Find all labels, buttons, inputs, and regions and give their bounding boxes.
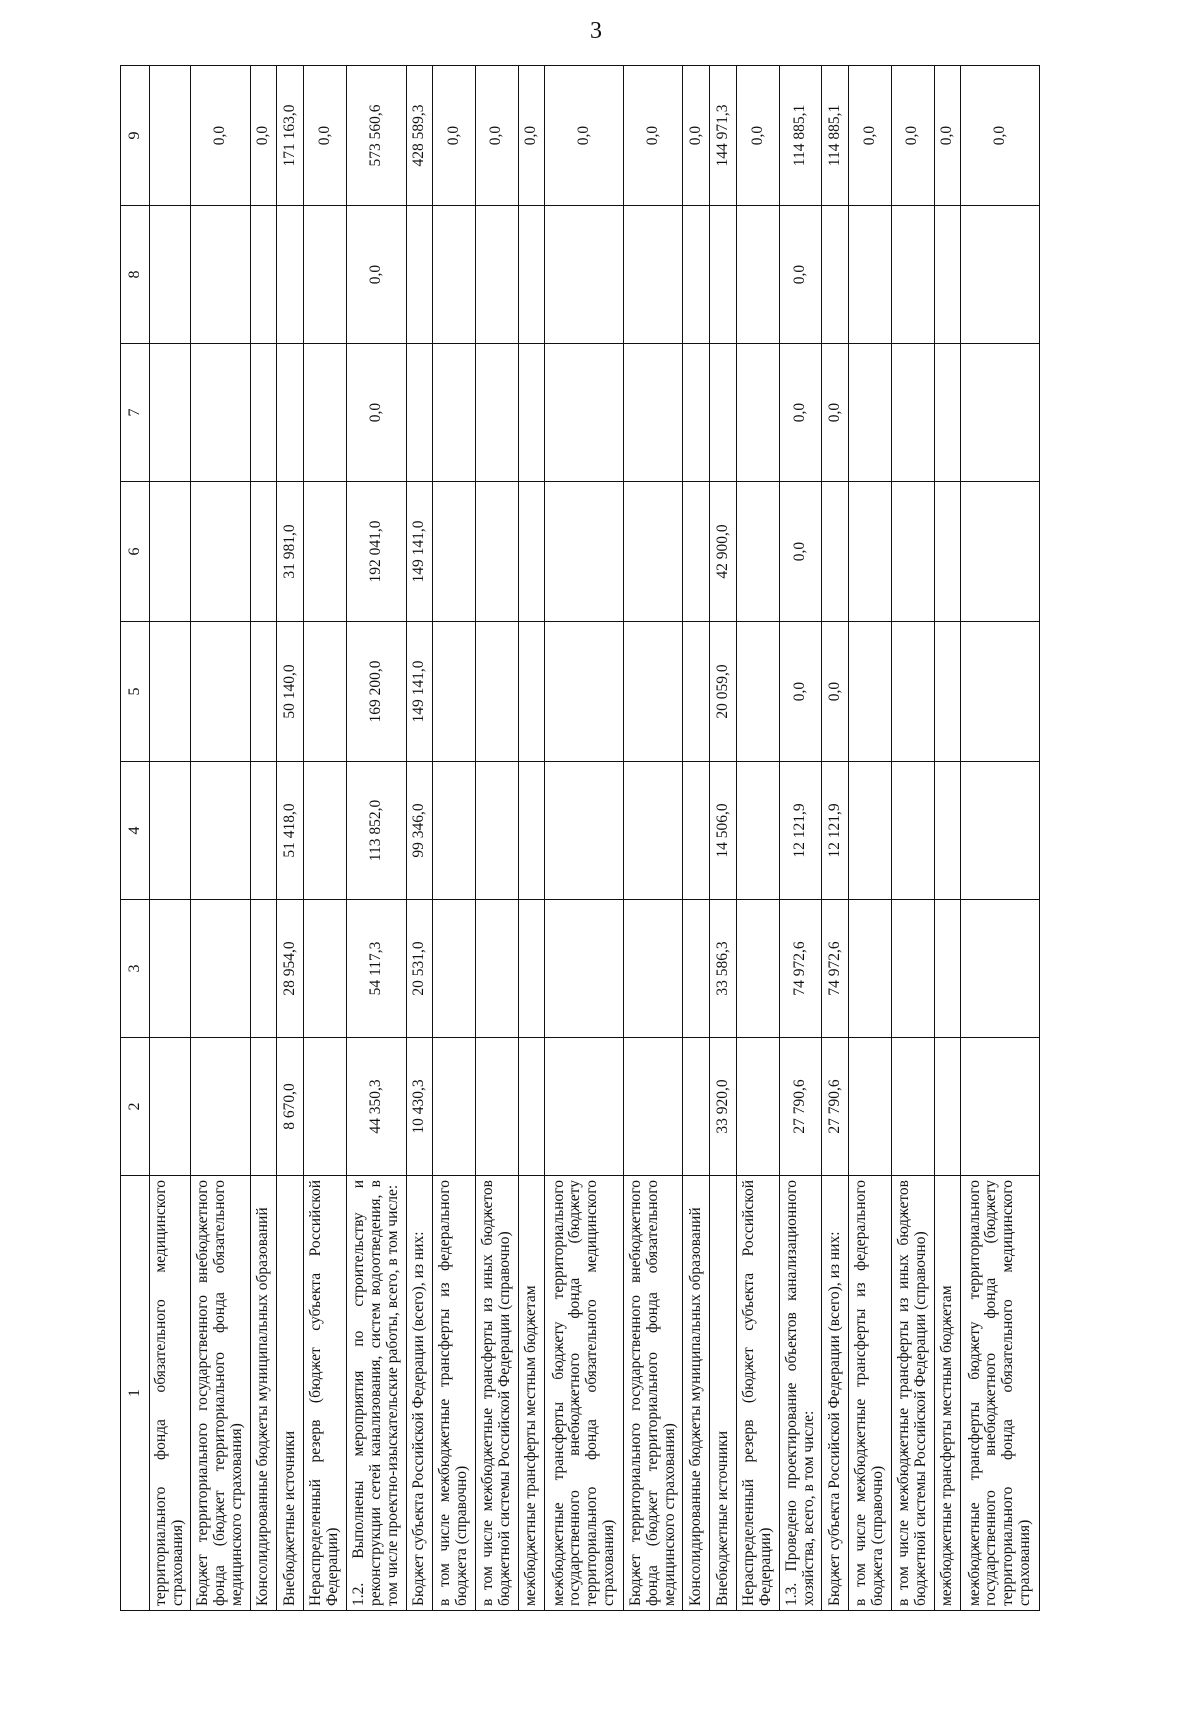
cell-col-2: 44 350,3 (346, 1038, 406, 1176)
cell-col-4 (250, 762, 277, 900)
cell-col-5: 149 141,0 (406, 622, 433, 762)
column-header-4: 4 (121, 762, 150, 900)
row-label: Консолидированные бюджеты муниципальных образований (683, 1176, 710, 1611)
cell-col-9: 0,0 (304, 66, 347, 206)
cell-col-7: 0,0 (822, 344, 849, 482)
cell-col-2 (150, 1038, 191, 1176)
cell-col-2 (891, 1038, 934, 1176)
cell-col-6: 149 141,0 (406, 482, 433, 622)
cell-col-5 (545, 622, 623, 762)
cell-col-6 (190, 482, 250, 622)
cell-col-4 (891, 762, 934, 900)
cell-col-2 (737, 1038, 780, 1176)
cell-col-3 (849, 900, 892, 1038)
table-row (623, 66, 683, 1611)
cell-col-5 (891, 622, 934, 762)
cell-col-7 (849, 344, 892, 482)
cell-col-9: 114 885,1 (779, 66, 822, 206)
cell-col-4 (475, 762, 518, 900)
cell-col-8 (710, 206, 737, 344)
cell-col-3 (961, 900, 1040, 1038)
row-label: Нераспределенный резерв (бюджет субъекта Российской Федерации) (304, 1176, 347, 1611)
column-header-3: 3 (121, 900, 150, 1038)
cell-col-4: 12 121,9 (779, 762, 822, 900)
cell-col-8 (250, 206, 277, 344)
cell-col-4 (934, 762, 961, 900)
cell-col-7 (250, 344, 277, 482)
cell-col-5 (961, 622, 1040, 762)
cell-col-8 (891, 206, 934, 344)
row-label: 1.2. Выполнены мероприятия по строительству и реконструкции сетей канализования, систем водоотведения, в том числе проектно-изыскательские работы, всего, в том числе: (346, 1176, 406, 1611)
cell-col-3 (475, 900, 518, 1038)
cell-col-9: 0,0 (518, 66, 545, 206)
cell-col-8: 0,0 (346, 206, 406, 344)
table-row (250, 66, 277, 1611)
cell-col-8 (277, 206, 304, 344)
row-label: 1.3. Проведено проектирование объектов канализационного хозяйства, всего, в том числе: (779, 1176, 822, 1611)
row-label: Консолидированные бюджеты муниципальных образований (250, 1176, 277, 1611)
cell-col-7 (304, 344, 347, 482)
row-label: Бюджет территориального государственного внебюджетного фонда (бюджет территориального фонда обязательного медицинского страхования) (623, 1176, 683, 1611)
cell-col-2 (433, 1038, 476, 1176)
cell-col-6 (822, 482, 849, 622)
cell-col-7 (934, 344, 961, 482)
cell-col-2 (475, 1038, 518, 1176)
table-row (545, 66, 623, 1611)
cell-col-6 (623, 482, 683, 622)
cell-col-7: 0,0 (779, 344, 822, 482)
cell-col-4 (545, 762, 623, 900)
table-row (346, 66, 406, 1611)
header-row (121, 66, 150, 1611)
cell-col-4 (623, 762, 683, 900)
cell-col-9: 114 885,1 (822, 66, 849, 206)
cell-col-9: 0,0 (683, 66, 710, 206)
cell-col-2: 8 670,0 (277, 1038, 304, 1176)
cell-col-8 (518, 206, 545, 344)
cell-col-3 (150, 900, 191, 1038)
cell-col-8 (475, 206, 518, 344)
cell-col-7 (518, 344, 545, 482)
cell-col-6 (250, 482, 277, 622)
cell-col-8 (433, 206, 476, 344)
cell-col-8 (304, 206, 347, 344)
cell-col-3 (190, 900, 250, 1038)
table-row (190, 66, 250, 1611)
cell-col-7 (683, 344, 710, 482)
cell-col-2 (545, 1038, 623, 1176)
cell-col-4 (518, 762, 545, 900)
cell-col-7 (150, 344, 191, 482)
cell-col-6 (150, 482, 191, 622)
cell-col-2 (518, 1038, 545, 1176)
rotated-table-frame (120, 66, 1040, 1611)
cell-col-5 (683, 622, 710, 762)
cell-col-4 (433, 762, 476, 900)
cell-col-4 (304, 762, 347, 900)
cell-col-9: 428 589,3 (406, 66, 433, 206)
table-row (475, 66, 518, 1611)
page-number: 3 (590, 18, 602, 44)
cell-col-6: 31 981,0 (277, 482, 304, 622)
row-label: межбюджетные трансферты местным бюджетам (934, 1176, 961, 1611)
cell-col-7 (190, 344, 250, 482)
cell-col-3 (250, 900, 277, 1038)
cell-col-6 (518, 482, 545, 622)
cell-col-6 (545, 482, 623, 622)
cell-col-4: 14 506,0 (710, 762, 737, 900)
cell-col-8 (406, 206, 433, 344)
cell-col-8 (190, 206, 250, 344)
cell-col-5 (518, 622, 545, 762)
table-row (683, 66, 710, 1611)
table-row (433, 66, 476, 1611)
cell-col-6 (304, 482, 347, 622)
cell-col-7: 0,0 (346, 344, 406, 482)
cell-col-8 (150, 206, 191, 344)
column-header-8: 8 (121, 206, 150, 344)
budget-table (120, 65, 1040, 1611)
cell-col-3: 74 972,6 (779, 900, 822, 1038)
table-row (891, 66, 934, 1611)
cell-col-9: 0,0 (934, 66, 961, 206)
cell-col-2 (623, 1038, 683, 1176)
cell-col-3 (683, 900, 710, 1038)
row-label: межбюджетные трансферты местным бюджетам (518, 1176, 545, 1611)
cell-col-3: 54 117,3 (346, 900, 406, 1038)
cell-col-9: 0,0 (190, 66, 250, 206)
cell-col-3 (623, 900, 683, 1038)
cell-col-9: 0,0 (433, 66, 476, 206)
cell-col-2 (683, 1038, 710, 1176)
table-row (406, 66, 433, 1611)
cell-col-4: 51 418,0 (277, 762, 304, 900)
column-header-6: 6 (121, 482, 150, 622)
row-label: в том числе межбюджетные трансферты из федерального бюджета (справочно) (849, 1176, 892, 1611)
cell-col-8 (822, 206, 849, 344)
cell-col-9: 0,0 (849, 66, 892, 206)
cell-col-4 (150, 762, 191, 900)
cell-col-7 (737, 344, 780, 482)
table-body (150, 66, 1040, 1611)
cell-col-3 (433, 900, 476, 1038)
cell-col-8 (737, 206, 780, 344)
table-row (304, 66, 347, 1611)
cell-col-3: 20 531,0 (406, 900, 433, 1038)
cell-col-9: 171 163,0 (277, 66, 304, 206)
cell-col-4: 12 121,9 (822, 762, 849, 900)
cell-col-3 (304, 900, 347, 1038)
cell-col-4 (190, 762, 250, 900)
cell-col-9: 0,0 (891, 66, 934, 206)
cell-col-7 (961, 344, 1040, 482)
cell-col-2: 10 430,3 (406, 1038, 433, 1176)
row-label: в том числе межбюджетные трансферты из иных бюджетов бюджетной системы Российской Федерации (справочно) (891, 1176, 934, 1611)
table-row (779, 66, 822, 1611)
cell-col-2 (849, 1038, 892, 1176)
cell-col-5 (304, 622, 347, 762)
cell-col-5 (475, 622, 518, 762)
cell-col-9: 0,0 (737, 66, 780, 206)
table-row (518, 66, 545, 1611)
cell-col-8 (961, 206, 1040, 344)
cell-col-3 (545, 900, 623, 1038)
cell-col-6: 42 900,0 (710, 482, 737, 622)
cell-col-3 (518, 900, 545, 1038)
cell-col-2 (934, 1038, 961, 1176)
cell-col-5: 20 059,0 (710, 622, 737, 762)
cell-col-3 (934, 900, 961, 1038)
cell-col-4 (849, 762, 892, 900)
cell-col-8 (623, 206, 683, 344)
cell-col-7 (891, 344, 934, 482)
cell-col-5 (433, 622, 476, 762)
cell-col-9: 0,0 (250, 66, 277, 206)
cell-col-2: 27 790,6 (779, 1038, 822, 1176)
cell-col-4 (961, 762, 1040, 900)
row-label: межбюджетные трансферты бюджету территориального государственного внебюджетного фонда (бюджету территориального фонда обязательного медицинского страхования) (961, 1176, 1040, 1611)
cell-col-6 (737, 482, 780, 622)
cell-col-6 (891, 482, 934, 622)
cell-col-7 (277, 344, 304, 482)
cell-col-9 (150, 66, 191, 206)
row-label: территориального фонда обязательного медицинского страхования) (150, 1176, 191, 1611)
cell-col-6: 192 041,0 (346, 482, 406, 622)
column-header-2: 2 (121, 1038, 150, 1176)
cell-col-5 (150, 622, 191, 762)
cell-col-2: 33 920,0 (710, 1038, 737, 1176)
row-label: межбюджетные трансферты бюджету территориального государственного внебюджетного фонда (бюджету территориального фонда обязательного медицинского страхования) (545, 1176, 623, 1611)
cell-col-6 (934, 482, 961, 622)
cell-col-8: 0,0 (779, 206, 822, 344)
cell-col-5 (737, 622, 780, 762)
table-row (849, 66, 892, 1611)
cell-col-6 (475, 482, 518, 622)
table-row (737, 66, 780, 1611)
cell-col-2 (250, 1038, 277, 1176)
cell-col-9: 0,0 (545, 66, 623, 206)
cell-col-6 (433, 482, 476, 622)
cell-col-5: 0,0 (779, 622, 822, 762)
row-label: Бюджет субъекта Российской Федерации (всего), из них: (406, 1176, 433, 1611)
cell-col-3 (891, 900, 934, 1038)
cell-col-5 (190, 622, 250, 762)
cell-col-7 (710, 344, 737, 482)
cell-col-8 (545, 206, 623, 344)
cell-col-6 (961, 482, 1040, 622)
cell-col-3: 28 954,0 (277, 900, 304, 1038)
cell-col-3 (737, 900, 780, 1038)
column-header-7: 7 (121, 344, 150, 482)
row-label: в том числе межбюджетные трансферты из федерального бюджета (справочно) (433, 1176, 476, 1611)
cell-col-4: 113 852,0 (346, 762, 406, 900)
cell-col-9: 0,0 (623, 66, 683, 206)
cell-col-8 (934, 206, 961, 344)
row-label: в том числе межбюджетные трансферты из иных бюджетов бюджетной системы Российской Федерации (справочно) (475, 1176, 518, 1611)
cell-col-7 (623, 344, 683, 482)
cell-col-9: 0,0 (475, 66, 518, 206)
row-label: Внебюджетные источники (277, 1176, 304, 1611)
cell-col-9: 144 971,3 (710, 66, 737, 206)
column-header-9: 9 (121, 66, 150, 206)
cell-col-8 (849, 206, 892, 344)
row-label: Внебюджетные источники (710, 1176, 737, 1611)
cell-col-5: 0,0 (822, 622, 849, 762)
cell-col-5: 169 200,0 (346, 622, 406, 762)
table-row (710, 66, 737, 1611)
cell-col-5 (250, 622, 277, 762)
cell-col-9: 573 560,6 (346, 66, 406, 206)
cell-col-6 (849, 482, 892, 622)
cell-col-9: 0,0 (961, 66, 1040, 206)
cell-col-3: 33 586,3 (710, 900, 737, 1038)
column-header-5: 5 (121, 622, 150, 762)
cell-col-4: 99 346,0 (406, 762, 433, 900)
cell-col-7 (433, 344, 476, 482)
row-label: Бюджет территориального государственного внебюджетного фонда (бюджет территориального фонда обязательного медицинского страхования) (190, 1176, 250, 1611)
cell-col-6: 0,0 (779, 482, 822, 622)
cell-col-8 (683, 206, 710, 344)
cell-col-2 (304, 1038, 347, 1176)
cell-col-5 (849, 622, 892, 762)
cell-col-2 (190, 1038, 250, 1176)
cell-col-2 (961, 1038, 1040, 1176)
cell-col-3: 74 972,6 (822, 900, 849, 1038)
row-label: Бюджет субъекта Российской Федерации (всего), из них: (822, 1176, 849, 1611)
table-row (277, 66, 304, 1611)
table-row (961, 66, 1040, 1611)
cell-col-6 (683, 482, 710, 622)
cell-col-5: 50 140,0 (277, 622, 304, 762)
column-header-1: 1 (121, 1176, 150, 1611)
row-label: Нераспределенный резерв (бюджет субъекта Российской Федерации) (737, 1176, 780, 1611)
cell-col-5 (623, 622, 683, 762)
cell-col-7 (545, 344, 623, 482)
cell-col-7 (406, 344, 433, 482)
cell-col-4 (683, 762, 710, 900)
cell-col-4 (737, 762, 780, 900)
table-row (822, 66, 849, 1611)
cell-col-2: 27 790,6 (822, 1038, 849, 1176)
table-row (150, 66, 191, 1611)
cell-col-5 (934, 622, 961, 762)
table-row (934, 66, 961, 1611)
cell-col-7 (475, 344, 518, 482)
